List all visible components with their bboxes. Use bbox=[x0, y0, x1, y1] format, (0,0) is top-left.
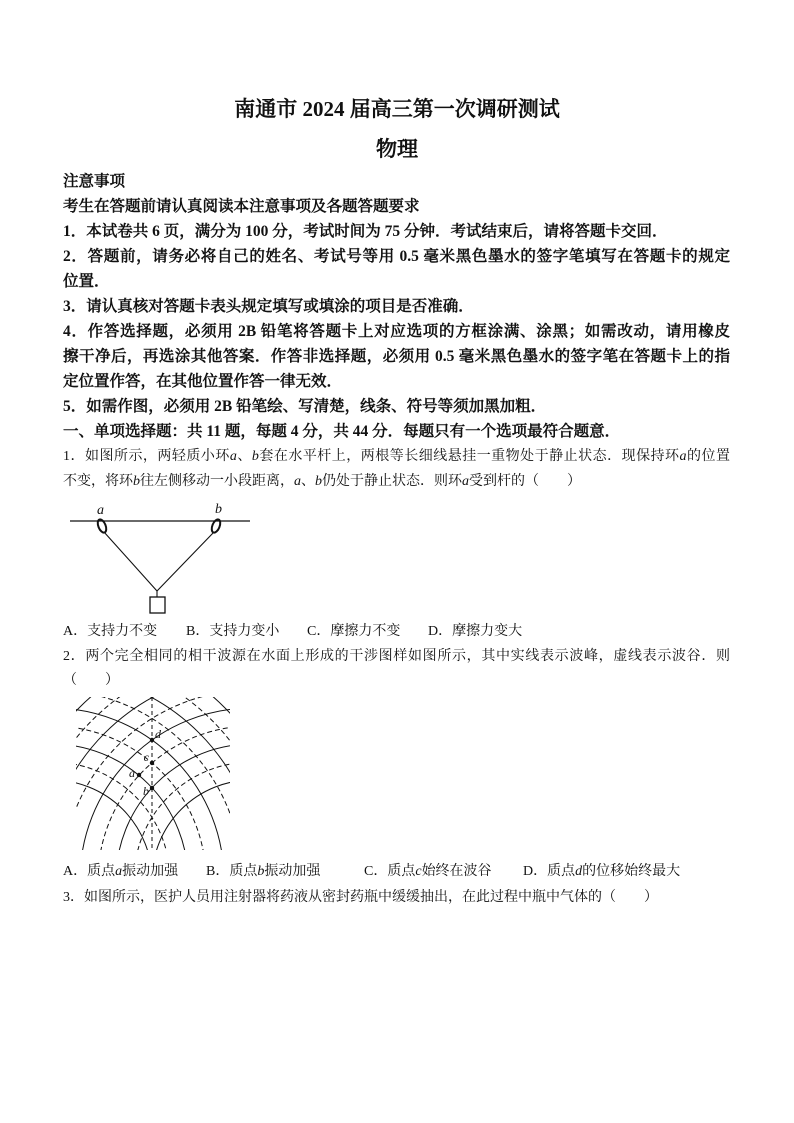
option-text: 的位移始终最大 bbox=[582, 864, 681, 879]
point-c-label: c bbox=[143, 750, 149, 764]
q2-figure-interference-pattern bbox=[70, 693, 235, 853]
subject-title: 物理 bbox=[376, 137, 418, 161]
q1-stem-text: 受到杆的（ ） bbox=[469, 474, 581, 489]
q1-stem-line-1 bbox=[63, 447, 730, 467]
notice-item-2-line-2: 位置． bbox=[63, 273, 110, 290]
option-text: D．质点 bbox=[523, 864, 576, 879]
q2-stem-line-1: 2．两个完全相同的相干波源在水面上形成的干涉图样如图所示，其中实线表示波峰，虚线表示波谷．则 bbox=[63, 649, 730, 664]
variable-a: a bbox=[462, 474, 469, 489]
q1-options bbox=[63, 622, 730, 642]
string-from-ring-a bbox=[104, 532, 157, 591]
point-b-label: b bbox=[143, 784, 149, 798]
variable-b: b bbox=[257, 864, 265, 879]
q1-option-a: A．支持力不变 bbox=[63, 624, 158, 639]
q3-stem: 3．如图所示，医护人员用注射器将药液从密封药瓶中缓缓抽出，在此过程中瓶中气体的（ ） bbox=[63, 890, 658, 905]
q2-option-b bbox=[206, 862, 320, 882]
section-heading: 一、单项选择题：共 11 题，每题 4 分，共 44 分．每题只有一个选项最符合题意． bbox=[63, 423, 621, 440]
q1-stem-text: 仍处于静止状态．则环 bbox=[322, 474, 462, 489]
q1-stem-line-2 bbox=[63, 472, 581, 492]
point-d-dot bbox=[150, 738, 154, 742]
q1-figure-rings-on-rod bbox=[60, 495, 260, 620]
q1-stem-text: 套在水平杆上，两根等长细线悬挂一重物处于静止状态．现保持环 bbox=[258, 449, 680, 464]
option-text: A．质点 bbox=[63, 864, 116, 879]
notice-item-3: 3．请认真核对答题卡表头规定填写或填涂的项目是否准确． bbox=[63, 298, 474, 315]
option-text: 始终在波谷 bbox=[421, 864, 492, 879]
option-text: 振动加强 bbox=[264, 864, 321, 879]
option-text: B．质点 bbox=[206, 864, 258, 879]
variable-b: b bbox=[251, 449, 259, 464]
option-text: C．质点 bbox=[364, 864, 416, 879]
exam-title: 南通市 2024 届高三第一次调研测试 bbox=[234, 97, 560, 121]
trough-arc-source-2 bbox=[134, 762, 235, 853]
variable-a: a bbox=[229, 449, 237, 464]
option-text: 振动加强 bbox=[122, 864, 179, 879]
point-b-dot bbox=[150, 786, 154, 790]
point-d-label: d bbox=[155, 727, 161, 741]
q1-option-d: D．摩擦力变大 bbox=[428, 624, 523, 639]
crest-arc-source-1 bbox=[70, 780, 152, 853]
q1-stem-text: 的位置 bbox=[686, 449, 731, 464]
q1-stem-text: 、 bbox=[236, 449, 252, 464]
notice-heading: 注意事项 bbox=[63, 173, 126, 190]
ring-a-label: a bbox=[97, 503, 104, 518]
q2-option-a bbox=[63, 862, 178, 882]
notice-item-2-line-1: 2．答题前，请务必将自己的姓名、考试号等用 0.5 毫米黑色墨水的签字笔填写在答题卡的规定 bbox=[63, 248, 730, 265]
wave-arcs bbox=[70, 693, 235, 853]
notice-intro: 考生在答题前请认真阅读本注意事项及各题答题要求 bbox=[63, 198, 420, 215]
string-from-ring-b bbox=[157, 532, 214, 591]
point-a-label: a bbox=[129, 766, 135, 780]
variable-d: d bbox=[575, 864, 583, 879]
q2-stem-line-2: （ ） bbox=[63, 673, 119, 688]
notice-item-1: 1．本试卷共 6 页，满分为 100 分，考试时间为 75 分钟．考试结束后，请将答题卡交回． bbox=[63, 223, 668, 240]
variable-a: a bbox=[294, 474, 301, 489]
trough-arc-source-2 bbox=[70, 693, 235, 853]
notice-item-4-line-1: 4．作答选择题，必须用 2B 铅笔将答题卡上对应选项的方框涂满、涂黑；如需改动，请用橡皮 bbox=[63, 323, 730, 340]
hanging-weight bbox=[150, 597, 165, 613]
variable-b: b bbox=[133, 474, 140, 489]
notice-item-5: 5．如需作图，必须用 2B 铅笔绘、写清楚，线条、符号等须加黑加粗． bbox=[63, 398, 547, 415]
point-c-dot bbox=[150, 761, 154, 765]
crest-arc-source-1 bbox=[70, 708, 224, 853]
q1-option-c: C．摩擦力不变 bbox=[307, 624, 401, 639]
ring-b-label: b bbox=[215, 502, 222, 517]
variable-a: a bbox=[115, 864, 123, 879]
q1-option-b: B．支持力变小 bbox=[186, 624, 280, 639]
q2-option-c bbox=[364, 862, 492, 882]
crest-arc-source-2 bbox=[152, 780, 235, 853]
q1-stem-text: 1．如图所示，两轻质小环 bbox=[63, 449, 230, 464]
notice-item-4-line-3: 定位置作答，在其他位置作答一律无效． bbox=[63, 373, 343, 390]
point-a-dot bbox=[137, 773, 141, 777]
variable-a: a bbox=[679, 449, 687, 464]
q1-stem-text: 往左侧移动一小段距离， bbox=[140, 474, 294, 489]
variable-b: b bbox=[315, 474, 322, 489]
q2-option-d bbox=[523, 862, 680, 882]
q2-options bbox=[63, 862, 730, 882]
q1-stem-text: 不变，将环 bbox=[63, 474, 133, 489]
variable-c: c bbox=[415, 864, 422, 879]
notice-item-4-line-2: 擦干净后，再选涂其他答案．作答非选择题，必须用 0.5 毫米黑色墨水的签字笔在答题卡上的指 bbox=[63, 348, 730, 365]
q1-stem-text: 、 bbox=[301, 474, 315, 489]
